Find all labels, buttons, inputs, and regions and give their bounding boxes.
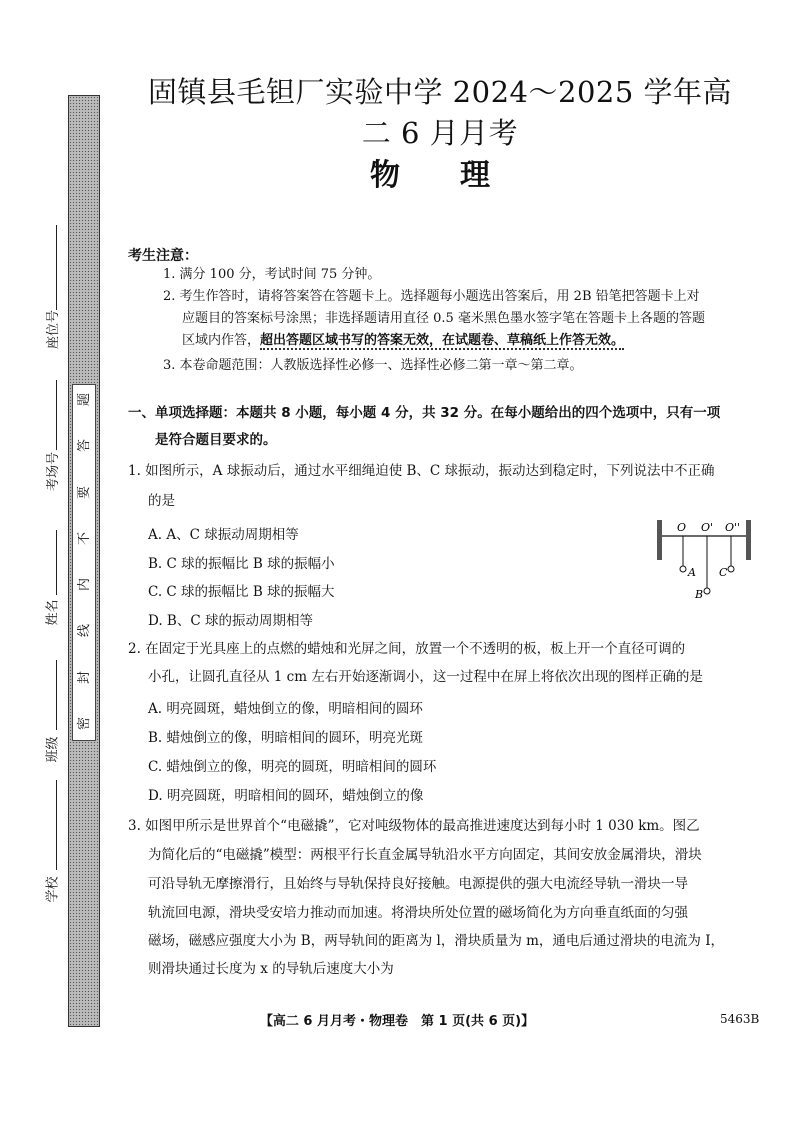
ball-a [680,566,686,572]
seat-number-label: 座位号 [46,309,62,350]
note-3: 3. 本卷命题范围：人教版选择性必修一、选择性必修二第一章～第二章。 [163,358,583,373]
name-label: 姓名 [45,599,61,626]
q2-option-b: B. 蜡烛倒立的像，明暗相间的圆环，明亮光斑 [148,730,424,746]
q1-stem: 1. 如图所示，A 球振动后，通过水平细绳迫使 B、C 球振动，振动达到稳定时，下列说法中不正确 [128,463,715,479]
q2-stem: 2. 在固定于光具座上的点燃的蜡烛和光屏之间，放置一个不透明的板，板上开一个直径可调的 [128,641,686,657]
section-heading-cont: 是符合题目要求的。 [155,432,277,448]
seal-char: 线 [77,624,93,638]
note-2-cont: 应题目的答案标号涂黑；非选择题请用直径 0.5 毫米黑色墨水签字笔在答题卡上各题的答题 [182,311,705,326]
label-o-prime: O' [701,521,714,534]
exam-code: 5463B [720,1012,760,1026]
note-2-text: 区域内作答， [182,333,261,348]
q1-option-a: A. A、C 球振动周期相等 [148,527,299,543]
page-footer: 【高二 6 月月考・物理卷 第 1 页(共 6 页)】 [259,1014,535,1029]
q3-stem-line4: 轨流回电源，滑块受安培力推动而加速。将滑块所处位置的磁场简化为方向垂直纸面的匀强 [148,905,688,921]
q3-stem-line2: 为简化后的“电磁撬”模型：两根平行长直金属导轨沿水平方向固定，其间安放金属滑块，滑块 [148,847,702,863]
q3-stem-line6: 则滑块通过长度为 x 的导轨后速度大小为 [148,961,394,977]
class-label: 班级 [45,736,61,763]
q1-stem-cont: 的是 [148,493,175,509]
ball-c [728,566,734,572]
q2-stem-cont: 小孔，让圆孔直径从 1 cm 左右开始逐渐调小，这一过程中在屏上将依次出现的图样正确的是 [148,669,703,685]
q2-option-d: D. 明亮圆斑，明暗相间的圆环，蜡烛倒立的像 [148,788,424,804]
note-2-emphasis: 超出答题区域书写的答案无效，在试题卷、草稿纸上作答无效。 [260,333,625,348]
pendulum-figure [655,518,755,608]
q3-stem-line5: 磁场，磁感应强度大小为 B，两导轨间的距离为 l，滑块质量为 m，通电后通过滑块的电流为 I， [148,933,725,949]
ball-b [704,588,710,594]
notes-heading: 考生注意： [128,248,198,264]
q3-stem: 3. 如图甲所示是世界首个“电磁撬”，它对吨级物体的最高推进速度达到每小时 1 030 km。图乙 [128,818,700,834]
note-2: 2. 考生作答时，请将答案答在答题卡上。选择题每小题选出答案后，用 2B 铅笔把答题卡上对 [163,289,700,304]
name-field[interactable] [56,530,57,595]
seal-char: 答 [77,439,93,453]
note-1: 1. 满分 100 分，考试时间 75 分钟。 [163,267,381,282]
school-field[interactable] [56,780,57,870]
subject-title: 物理 [370,158,550,193]
q2-option-c: C. 蜡烛倒立的像，明亮的圆斑，明暗相间的圆环 [148,759,437,775]
exam-room-field[interactable] [56,380,57,450]
q1-option-b: B. C 球的振幅比 B 球的振幅小 [148,556,335,572]
label-o: O [677,521,687,534]
seal-char: 不 [77,531,93,545]
label-a: A [688,566,696,579]
exam-room-label: 考场号 [46,451,62,492]
q2-option-a: A. 明亮圆斑，蜡烛倒立的像，明暗相间的圆环 [148,701,423,717]
q3-stem-line3: 可沿导轨无摩擦滑行，且始终与导轨保持良好接触。电源提供的强大电流经导轨一滑块一导 [148,876,688,892]
seat-number-field[interactable] [56,225,57,310]
q1-option-d: D. B、C 球的振动周期相等 [148,613,313,629]
left-wall [657,520,662,560]
exam-title: 固镇县毛钽厂实验中学 2024～2025 学年高二 6 月月考 [147,75,733,150]
seal-char: 要 [77,485,93,499]
section-heading: 一、单项选择题：本题共 8 小题，每小题 4 分，共 32 分。在每小题给出的四个选项中，只有一项 [128,405,721,421]
q1-option-c: C. C 球的振幅比 B 球的振幅大 [148,584,335,600]
school-label: 学校 [45,876,61,903]
seal-char: 封 [77,670,93,684]
seal-char: 题 [77,392,93,407]
note-2-cont2 [182,331,624,351]
label-o-double-prime: O'' [725,521,741,534]
label-c: C [719,566,728,579]
label-b: B [695,588,704,601]
class-field[interactable] [56,660,57,730]
seal-char: 密 [77,716,93,730]
right-wall [746,520,751,560]
seal-text [72,384,94,739]
seal-char: 内 [77,578,93,592]
